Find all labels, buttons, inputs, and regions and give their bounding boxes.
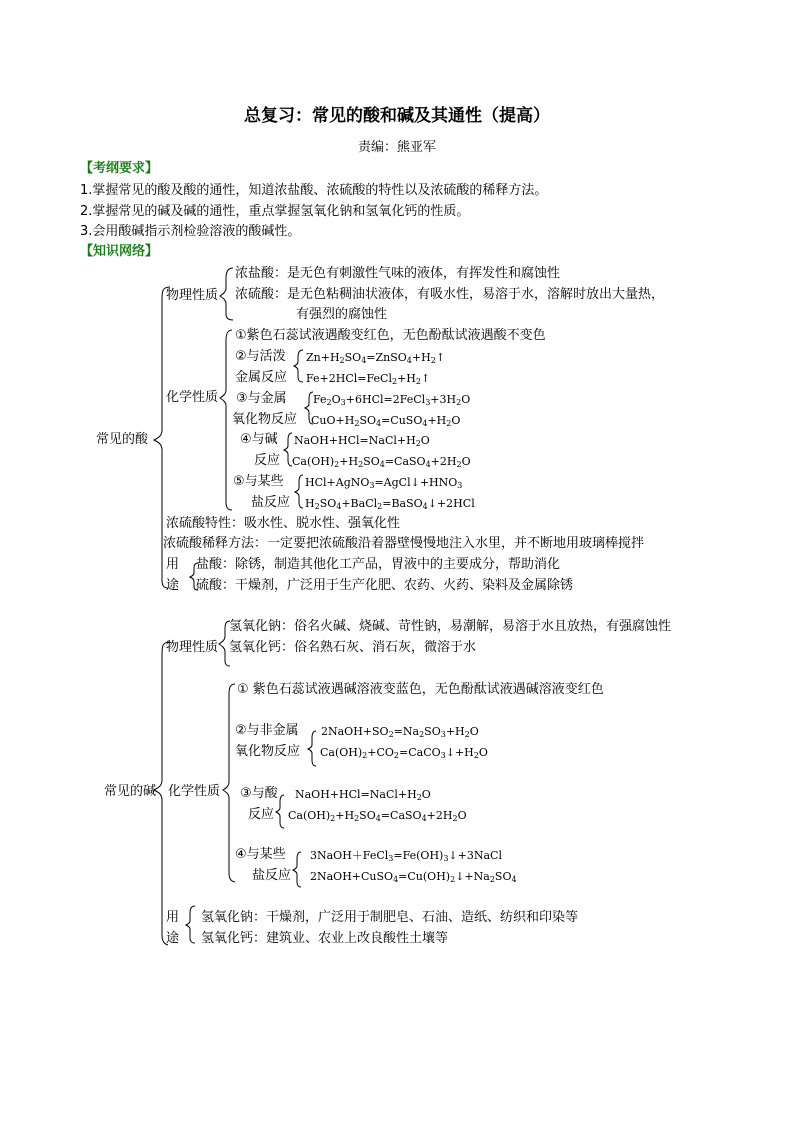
equation-naoh-hcl-base: $NaOH+HCl=NaCl+H_2O$ xyxy=(295,788,431,802)
base-acid-label: ③与酸 xyxy=(240,786,278,801)
acid-oxide-label-2: 氧化物反应 xyxy=(232,412,298,427)
acid-indicator: ①紫色石蕊试液遇酸变红色，无色酚酞试液遇酸不变色 xyxy=(235,328,546,343)
base-nonmetal-label: ②与非金属 xyxy=(235,723,299,738)
base-nonmetal-label-2: 氧化物反应 xyxy=(235,744,301,759)
base-use-label-2: 途 xyxy=(166,931,180,946)
acid-label: 常见的酸 xyxy=(96,432,149,447)
equation-fe-hcl: $Fe+2HCl=FeCl_2+H_2↑$ xyxy=(306,372,431,386)
acid-dilution: 浓硫酸稀释方法：一定要把浓硫酸沿着器壁慢慢地注入水里，并不断地用玻璃棒搅拌 xyxy=(163,536,645,551)
equation-cuo-h2so4: $CuO+H_2SO_4=CuSO_4+H_2O$ xyxy=(311,414,461,428)
base-naoh-physical: 氢氧化钠：俗名火碱、烧碱、苛性钠，易潮解，易溶于水且放热，有强腐蚀性 xyxy=(229,619,672,634)
requirements-heading: 【考纲要求】 xyxy=(80,161,159,176)
acid-use-label-2: 途 xyxy=(166,578,180,593)
requirement-item: 1.掌握常见的酸及酸的通性，知道浓盐酸、浓硫酸的特性以及浓硫酸的稀释方法。 xyxy=(80,183,548,198)
base-physical-label: 物理性质 xyxy=(166,640,219,655)
base-caoh-physical: 氢氧化钙：俗名熟石灰、消石灰，微溶于水 xyxy=(229,640,477,655)
acid-physical-label: 物理性质 xyxy=(166,288,219,303)
acid-chemical-label: 化学性质 xyxy=(166,390,219,405)
acid-base-label: ④与碱 xyxy=(240,432,278,447)
base-label: 常见的碱 xyxy=(104,784,157,799)
base-indicator: ① 紫色石蕊试液遇碱溶液变蓝色，无色酚酞试液遇碱溶液变红色 xyxy=(237,682,604,697)
base-salt-label-2: 盐反应 xyxy=(252,868,292,883)
equation-fe2o3-hcl: $Fe_2O_3+6HCl=2FeCl_3+3H_2O$ xyxy=(313,393,471,407)
equation-naoh-cuso4: $2NaOH+CuSO_4=Cu(OH)_2↓+Na_2SO_4$ xyxy=(310,870,517,884)
acid-metal-label-2: 金属反应 xyxy=(235,370,288,385)
base-use-caoh: 氢氧化钙：建筑业、农业上改良酸性土壤等 xyxy=(201,931,449,946)
base-use-naoh: 氢氧化钠：干燥剂，广泛用于制肥皂、石油、造纸、纺织和印染等 xyxy=(201,910,579,925)
base-chemical-label: 化学性质 xyxy=(168,784,221,799)
base-use-label: 用 xyxy=(166,910,180,925)
equation-caoh2-co2: $Ca(OH)_2+CO_2=CaCO_3↓+H_2O$ xyxy=(320,746,488,760)
equation-naoh-hcl: $NaOH+HCl=NaCl+H_2O$ xyxy=(294,434,430,448)
base-acid-label-2: 反应 xyxy=(248,807,275,822)
acid-use-hcl: 盐酸：除锈，制造其他化工产品，胃液中的主要成分，帮助消化 xyxy=(196,557,561,572)
equation-h2so4-bacl2: $H_2SO_4+BaCl_2=BaSO_4↓+2HCl$ xyxy=(305,497,475,511)
acid-use-h2so4: 硫酸：干燥剂，广泛用于生产化肥、农药、火药、染料及金属除锈 xyxy=(196,578,574,593)
page-title: 总复习：常见的酸和碱及其通性（提高） xyxy=(244,106,550,126)
equation-naoh-so2: $2NaOH+SO_2=Na_2SO_3+H_2O$ xyxy=(321,725,479,739)
equation-caoh2-h2so4: $Ca(OH)_2+H_2SO_4=CaSO_4+2H_2O$ xyxy=(292,455,471,469)
network-heading: 【知识网络】 xyxy=(80,244,159,259)
requirement-item: 3.会用酸碱指示剂检验溶液的酸碱性。 xyxy=(80,224,301,239)
acid-use-label: 用 xyxy=(166,557,180,572)
acid-base-label-2: 反应 xyxy=(254,453,281,468)
acid-oxide-label: ③与金属 xyxy=(236,391,287,406)
acid-h2so4-physical: 浓硫酸：是无色粘稠油状液体，有吸水性，易溶于水，溶解时放出大量热， xyxy=(235,287,665,302)
equation-zn-h2so4: $Zn+H_2SO_4=ZnSO_4+H_2↑$ xyxy=(306,351,446,365)
acid-salt-label: ⑤与某些 xyxy=(233,474,284,489)
equation-caoh2-h2so4-base: $Ca(OH)_2+H_2SO_4=CaSO_4+2H_2O$ xyxy=(288,809,467,823)
equation-naoh-fecl3: $3NaOH+FeCl_3=Fe(OH)_3↓+3NaCl$ xyxy=(310,849,502,863)
acid-special: 浓硫酸特性：吸水性、脱水性、强氧化性 xyxy=(166,516,401,531)
acid-hcl-physical: 浓盐酸：是无色有刺激性气味的液体，有挥发性和腐蚀性 xyxy=(235,266,561,281)
base-salt-label: ④与某些 xyxy=(235,847,286,862)
equation-hcl-agno3: $HCl+AgNO_3=AgCl↓+HNO_3$ xyxy=(305,476,463,490)
author-line: 责编：熊亚军 xyxy=(357,140,436,155)
acid-metal-label: ②与活泼 xyxy=(235,349,286,364)
requirement-item: 2.掌握常见的碱及碱的通性，重点掌握氢氧化钠和氢氧化钙的性质。 xyxy=(80,204,470,219)
acid-salt-label-2: 盐反应 xyxy=(251,495,291,510)
acid-h2so4-physical-cont: 有强烈的腐蚀性 xyxy=(296,307,388,322)
